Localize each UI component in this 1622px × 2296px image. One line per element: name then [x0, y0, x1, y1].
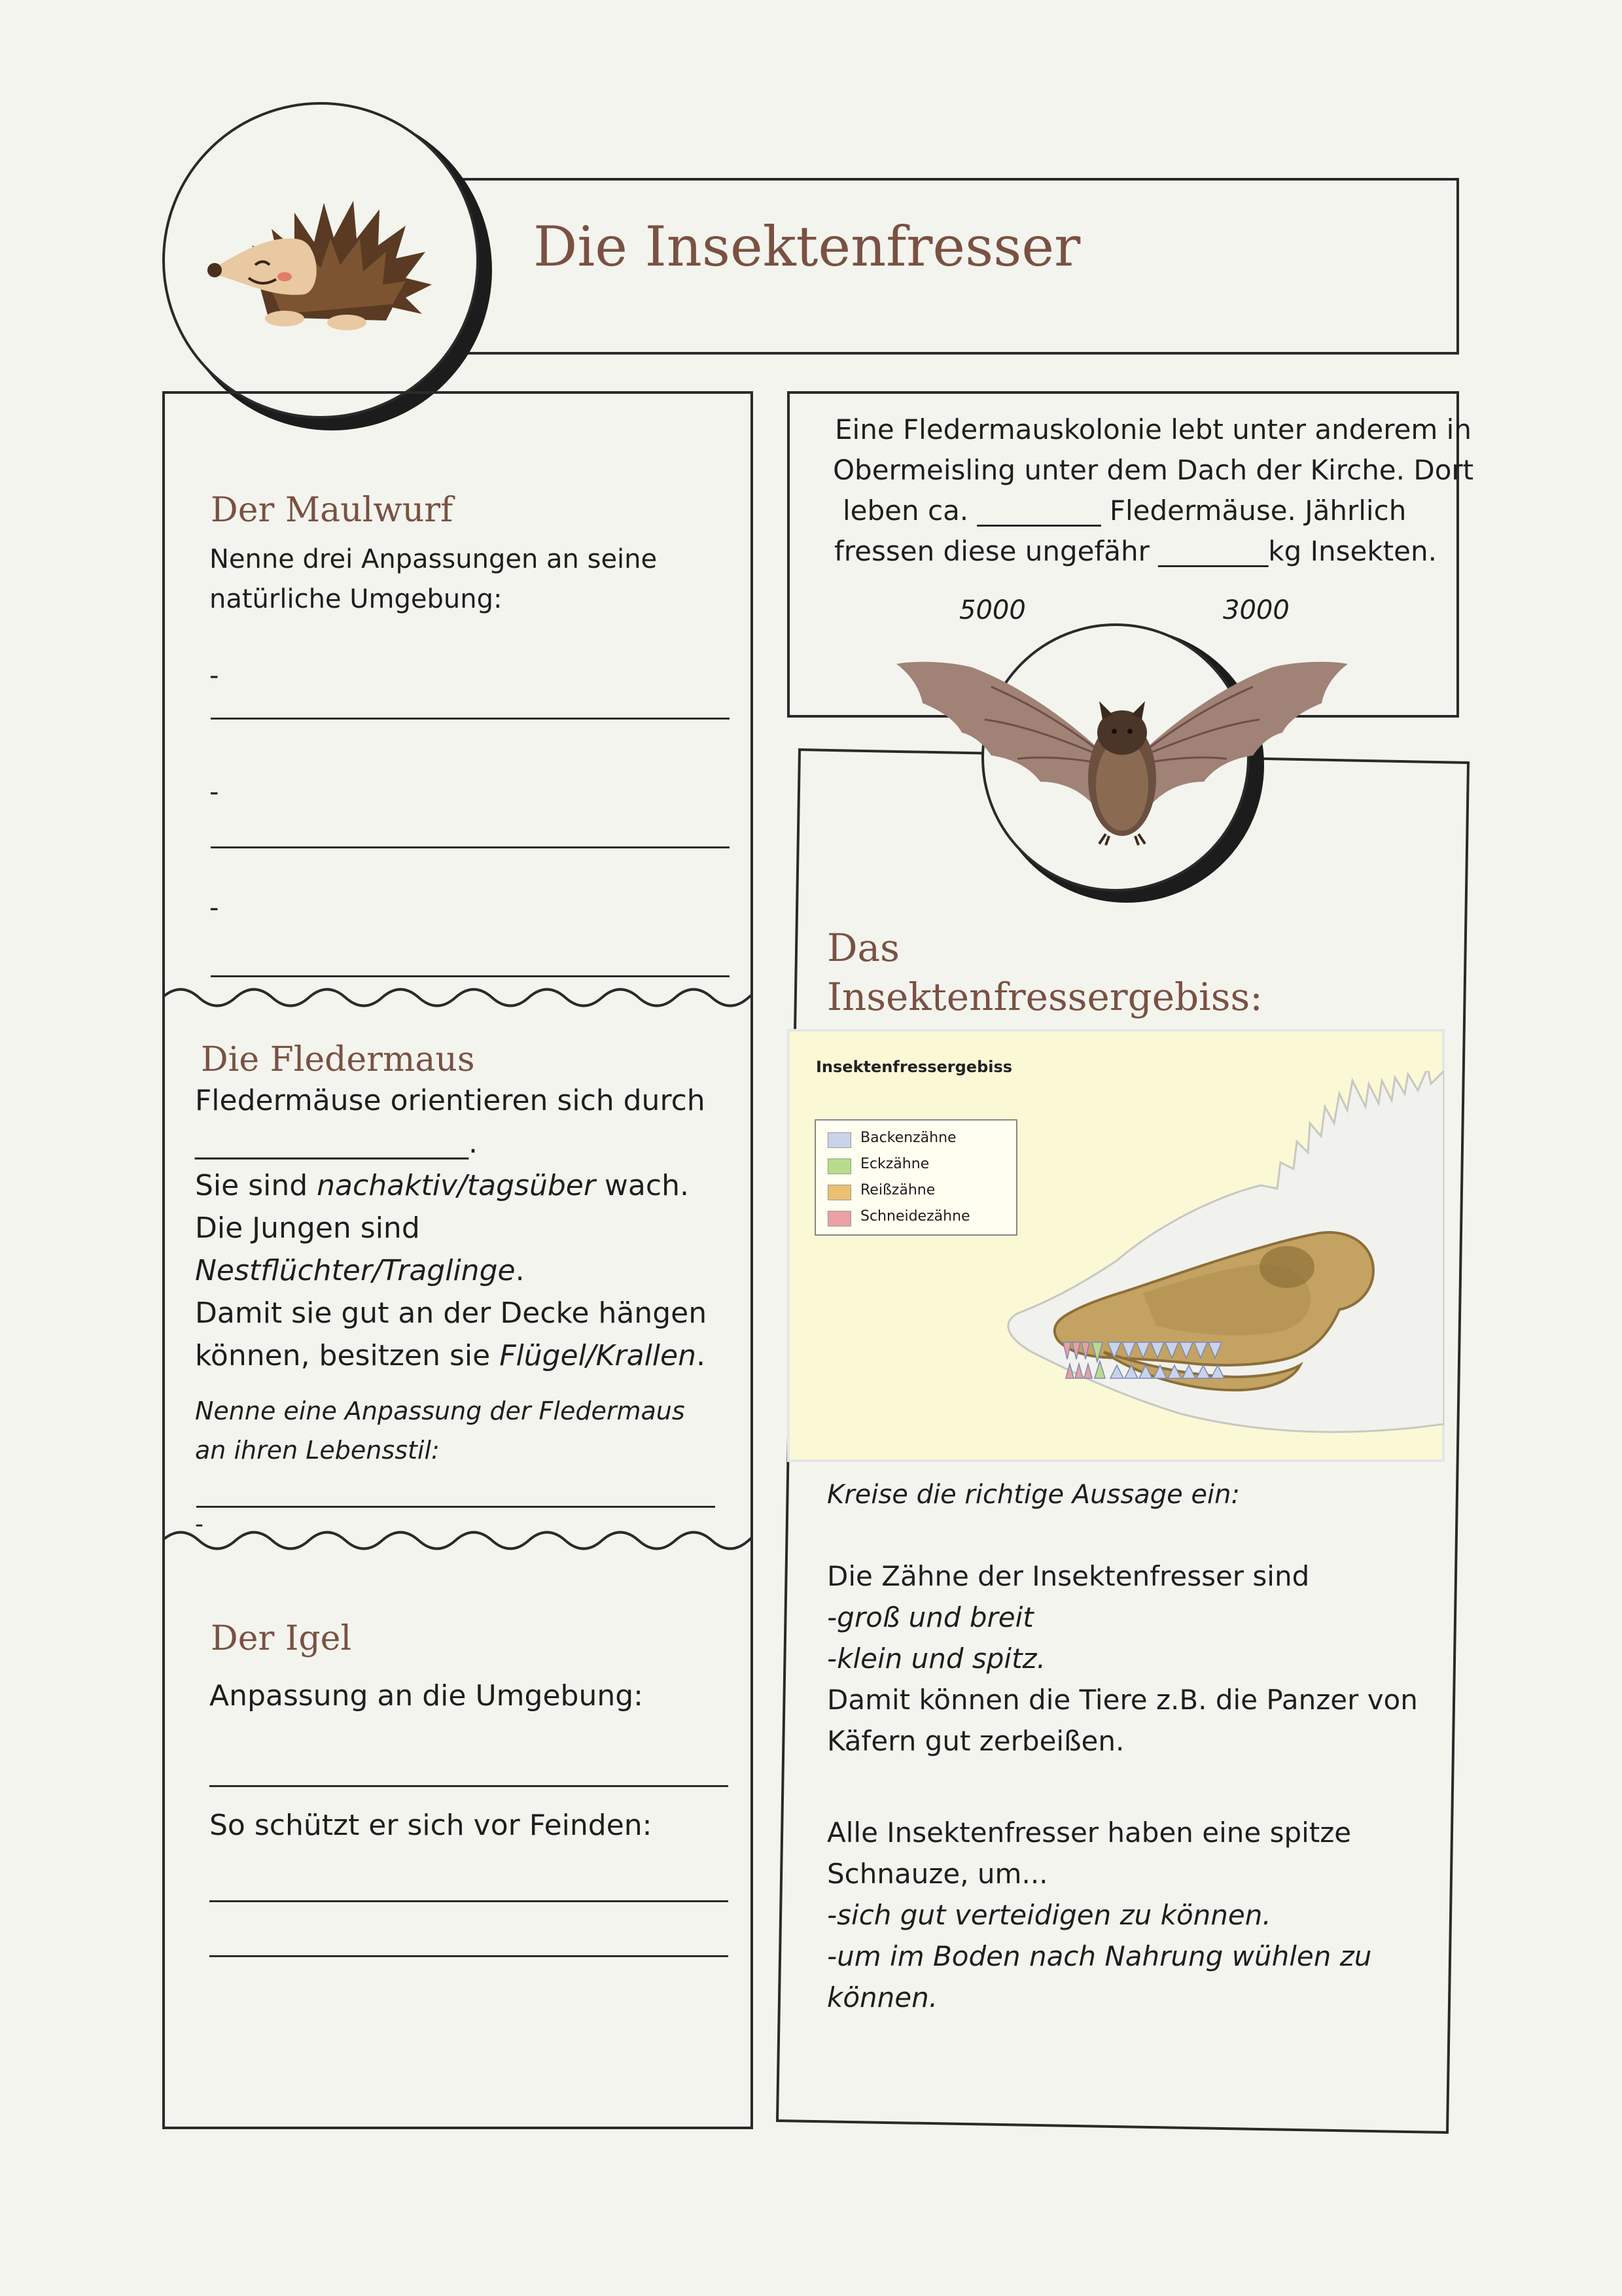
gebiss-option-3[interactable]: -sich gut verteidigen zu können.	[827, 1899, 1271, 1931]
igel-answer-line-2[interactable]	[209, 1900, 728, 1902]
fledermaus-line-1: Fledermäuse orientieren sich durch	[195, 1084, 705, 1117]
maulwurf-answer-line-2[interactable]	[211, 846, 730, 848]
fledermaus-line-5-post: .	[515, 1254, 525, 1287]
page-title: Die Insektenfresser	[533, 215, 1081, 279]
fledermaus-line-3	[195, 1169, 689, 1202]
legend-swatch-reisszaehne	[828, 1185, 851, 1200]
gebiss-p2a: Damit können die Tiere z.B. die Panzer von	[827, 1684, 1418, 1716]
bat-icon	[893, 648, 1351, 850]
gebiss-option-4a[interactable]: -um im Boden nach Nahrung wühlen zu	[827, 1940, 1372, 1972]
colony-line-1: Eine Fledermauskolonie lebt unter anderem in	[835, 413, 1472, 445]
fledermaus-choice-young[interactable]: Nestflüchter/Traglinge	[195, 1254, 516, 1287]
gebiss-figure	[787, 1029, 1445, 1462]
fledermaus-line-3-pre: Sie sind	[195, 1169, 317, 1202]
fledermaus-choice-grip[interactable]: Flügel/Krallen	[499, 1339, 696, 1372]
fledermaus-line-5	[195, 1254, 525, 1287]
hedgehog-icon	[196, 167, 458, 337]
legend-swatch-schneidezaehne	[828, 1211, 851, 1226]
fledermaus-line-7-pre: können, besitzen sie	[195, 1339, 500, 1372]
wavy-divider-1	[162, 978, 753, 1017]
gebiss-figure-title: Insektenfressergebiss	[816, 1058, 1013, 1076]
fledermaus-dash: -	[195, 1511, 203, 1538]
colony-line-4: fressen diese ungefähr ________kg Insekten.	[834, 535, 1437, 567]
gebiss-p2b: Käfern gut zerbeißen.	[827, 1725, 1125, 1757]
igel-question-2: So schützt er sich vor Feinden:	[209, 1809, 652, 1842]
fledermaus-heading: Die Fledermaus	[201, 1040, 475, 1079]
maulwurf-answer-line-1[interactable]	[211, 718, 730, 720]
igel-question-1: Anpassung an die Umgebung:	[209, 1679, 643, 1713]
legend-label-reisszaehne: Reißzähne	[860, 1182, 936, 1198]
igel-answer-line-3[interactable]	[209, 1955, 728, 1957]
fledermaus-line-2: ___________________.	[195, 1126, 478, 1160]
fledermaus-line-7	[195, 1339, 705, 1372]
colony-line-2: Obermeisling unter dem Dach der Kirche. Dort	[833, 454, 1474, 486]
legend-label-backenzaehne: Backenzähne	[860, 1130, 957, 1146]
fledermaus-choice-activity[interactable]: nachaktiv/tagsüber	[317, 1169, 595, 1202]
gebiss-p3a: Alle Insektenfresser haben eine spitze	[827, 1817, 1352, 1849]
legend-swatch-eckzaehne	[828, 1158, 851, 1174]
skull-illustration	[947, 1071, 1444, 1463]
maulwurf-dash-2: -	[209, 777, 219, 807]
gebiss-option-1[interactable]: -groß und breit	[827, 1601, 1034, 1633]
gebiss-heading-line-1: Das	[827, 926, 900, 970]
maulwurf-task-line1: Nenne drei Anpassungen an seine	[209, 544, 658, 574]
gebiss-option-4b[interactable]: können.	[827, 1981, 938, 2013]
maulwurf-heading: Der Maulwurf	[211, 491, 453, 530]
fledermaus-answer-line[interactable]	[196, 1506, 715, 1508]
fledermaus-line-3-post: wach.	[595, 1169, 689, 1202]
legend-swatch-backenzaehne	[828, 1132, 851, 1148]
gebiss-option-2[interactable]: -klein und spitz.	[827, 1643, 1046, 1675]
gebiss-p1: Die Zähne der Insektenfresser sind	[827, 1560, 1310, 1592]
colony-line-3: leben ca. _________ Fledermäuse. Jährlich	[843, 495, 1407, 527]
gebiss-heading-line-2: Insektenfressergebiss:	[827, 975, 1263, 1019]
igel-answer-line-1[interactable]	[209, 1785, 728, 1787]
wavy-divider-2	[162, 1521, 753, 1560]
fledermaus-task-2: an ihren Lebensstil:	[195, 1436, 440, 1465]
igel-heading: Der Igel	[211, 1619, 352, 1658]
maulwurf-dash-3: -	[209, 893, 219, 923]
fledermaus-task-1: Nenne eine Anpassung der Fledermaus	[195, 1397, 685, 1425]
maulwurf-answer-line-3[interactable]	[211, 975, 730, 977]
colony-number-2[interactable]: 3000	[1223, 595, 1290, 625]
fledermaus-line-4: Die Jungen sind	[195, 1211, 420, 1245]
gebiss-p3b: Schnauze, um...	[827, 1858, 1048, 1890]
maulwurf-dash-1: -	[209, 661, 219, 691]
fledermaus-line-6: Damit sie gut an der Decke hängen	[195, 1296, 707, 1330]
gebiss-instruction: Kreise die richtige Aussage ein:	[827, 1480, 1240, 1510]
legend-label-eckzaehne: Eckzähne	[860, 1156, 930, 1172]
legend-label-schneidezaehne: Schneidezähne	[860, 1208, 970, 1225]
fledermaus-line-7-post: .	[696, 1339, 705, 1372]
colony-number-1[interactable]: 5000	[959, 595, 1026, 625]
maulwurf-task-line2: natürliche Umgebung:	[209, 584, 502, 614]
